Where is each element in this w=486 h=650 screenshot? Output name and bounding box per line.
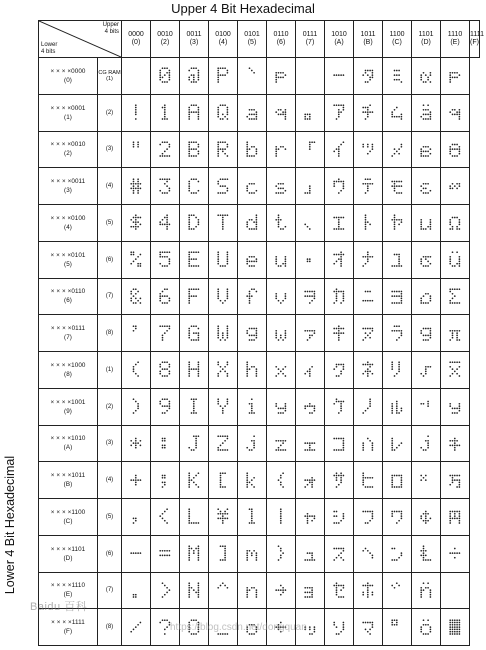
cgram-cell: (6) (98, 241, 122, 278)
glyph-cell (412, 241, 441, 278)
glyph-cell (412, 535, 441, 572)
glyph-cell (354, 388, 383, 425)
glyph-cell (267, 278, 296, 315)
glyph-cell (151, 462, 180, 499)
corner-lower-label: Lower 4 bits (41, 42, 58, 55)
glyph-cell (122, 58, 151, 95)
glyph-cell (180, 425, 209, 462)
glyph-cell (441, 131, 470, 168)
glyph-cell (325, 425, 354, 462)
glyph-cell (296, 572, 325, 609)
glyph-cell (296, 241, 325, 278)
header-row (39, 21, 480, 58)
column-header-0110: 0110 (6) (267, 21, 296, 58)
glyph-cell (354, 462, 383, 499)
glyph-cell (296, 278, 325, 315)
table-row (39, 94, 480, 131)
glyph-cell (238, 462, 267, 499)
glyph-cell (441, 241, 470, 278)
cgram-cell: (2) (98, 94, 122, 131)
glyph-cell (296, 315, 325, 352)
row-header: × × × ×1100 (C) (39, 499, 98, 536)
glyph-cell (122, 462, 151, 499)
glyph-cell (267, 241, 296, 278)
glyph-cell (383, 572, 412, 609)
cgram-cell: (8) (98, 315, 122, 352)
glyph-cell (383, 388, 412, 425)
column-header-1101: 1101 (D) (412, 21, 441, 58)
glyph-cell (441, 58, 470, 95)
column-header-1110: 1110 (E) (441, 21, 470, 58)
chart-title-upper-bits: Upper 4 Bit Hexadecimal (171, 1, 315, 16)
table-row (39, 572, 480, 609)
glyph-cell (296, 462, 325, 499)
glyph-cell (412, 58, 441, 95)
glyph-cell (238, 241, 267, 278)
glyph-cell (180, 131, 209, 168)
glyph-cell (209, 352, 238, 389)
glyph-cell (267, 535, 296, 572)
glyph-cell (441, 425, 470, 462)
glyph-cell (325, 168, 354, 205)
column-header-0000: 0000 (0) (122, 21, 151, 58)
glyph-cell (151, 131, 180, 168)
glyph-cell (122, 205, 151, 242)
glyph-cell (354, 425, 383, 462)
table-row (39, 58, 480, 95)
table-row (39, 131, 480, 168)
glyph-cell (354, 168, 383, 205)
row-header: × × × ×0000 (0) (39, 58, 98, 95)
table-row (39, 499, 480, 536)
glyph-cell (412, 94, 441, 131)
cgram-cell: (7) (98, 572, 122, 609)
glyph-cell (441, 205, 470, 242)
glyph-cell (325, 94, 354, 131)
table-row (39, 205, 480, 242)
glyph-cell (180, 94, 209, 131)
glyph-cell (238, 168, 267, 205)
glyph-cell (238, 315, 267, 352)
glyph-cell (383, 425, 412, 462)
table-row (39, 535, 480, 572)
glyph-cell (267, 425, 296, 462)
glyph-cell (122, 168, 151, 205)
glyph-cell (383, 499, 412, 536)
glyph-cell (209, 278, 238, 315)
table-row (39, 168, 480, 205)
glyph-cell (122, 425, 151, 462)
column-header-1010: 1010 (A) (325, 21, 354, 58)
glyph-cell (209, 425, 238, 462)
glyph-cell (267, 499, 296, 536)
glyph-cell (296, 58, 325, 95)
row-header: × × × ×0011 (3) (39, 168, 98, 205)
glyph-cell (412, 278, 441, 315)
glyph-cell (267, 168, 296, 205)
row-header: × × × ×0100 (4) (39, 205, 98, 242)
glyph-cell (383, 462, 412, 499)
column-header-1111: 1111 (F) (470, 21, 480, 58)
glyph-cell (151, 425, 180, 462)
glyph-cell (354, 535, 383, 572)
glyph-cell (383, 241, 412, 278)
glyph-cell (122, 388, 151, 425)
glyph-cell (267, 388, 296, 425)
glyph-cell (209, 58, 238, 95)
glyph-cell (325, 241, 354, 278)
glyph-cell (412, 572, 441, 609)
table-row (39, 241, 480, 278)
glyph-cell (325, 58, 354, 95)
row-header: × × × ×0111 (7) (39, 315, 98, 352)
glyph-cell (412, 609, 441, 646)
row-header: × × × ×1111 (F) (39, 609, 98, 646)
glyph-cell (441, 315, 470, 352)
cgram-cell: (8) (98, 609, 122, 646)
glyph-cell (267, 572, 296, 609)
glyph-cell (383, 315, 412, 352)
glyph-cell (180, 278, 209, 315)
glyph-cell (209, 168, 238, 205)
glyph-cell (122, 131, 151, 168)
row-header: × × × ×1010 (A) (39, 425, 98, 462)
cgram-cell: (4) (98, 168, 122, 205)
table-row (39, 425, 480, 462)
row-header: × × × ×1000 (8) (39, 352, 98, 389)
glyph-cell (180, 352, 209, 389)
glyph-cell (267, 352, 296, 389)
glyph-cell (441, 609, 470, 646)
glyph-cell (151, 352, 180, 389)
glyph-cell (151, 388, 180, 425)
row-header: × × × ×1110 (E) (39, 572, 98, 609)
glyph-cell (325, 352, 354, 389)
glyph-cell (441, 94, 470, 131)
glyph-cell (180, 241, 209, 278)
glyph-cell (441, 572, 470, 609)
glyph-cell (441, 168, 470, 205)
row-header: × × × ×0001 (1) (39, 94, 98, 131)
glyph-cell (151, 499, 180, 536)
table-row (39, 352, 480, 389)
glyph-cell (209, 315, 238, 352)
glyph-cell (151, 168, 180, 205)
glyph-cell (209, 205, 238, 242)
glyph-cell (325, 205, 354, 242)
glyph-cell (122, 499, 151, 536)
glyph-cell (441, 535, 470, 572)
glyph-cell (412, 315, 441, 352)
glyph-cell (412, 131, 441, 168)
glyph-cell (238, 499, 267, 536)
table-row (39, 388, 480, 425)
column-header-0111: 0111 (7) (296, 21, 325, 58)
glyph-cell (412, 499, 441, 536)
glyph-cell (325, 278, 354, 315)
column-header-1100: 1100 (C) (383, 21, 412, 58)
column-header-0010: 0010 (2) (151, 21, 180, 58)
glyph-cell (180, 535, 209, 572)
glyph-cell (267, 131, 296, 168)
glyph-cell (383, 535, 412, 572)
glyph-cell (151, 241, 180, 278)
cgram-cell: (5) (98, 205, 122, 242)
glyph-cell (122, 609, 151, 646)
glyph-cell (238, 388, 267, 425)
glyph-cell (151, 58, 180, 95)
glyph-cell (325, 462, 354, 499)
glyph-cell (383, 352, 412, 389)
cgram-cell: CG RAM (1) (98, 58, 122, 95)
glyph-cell (296, 168, 325, 205)
row-header: × × × ×0101 (5) (39, 241, 98, 278)
glyph-cell (383, 205, 412, 242)
cgram-cell: (7) (98, 278, 122, 315)
cgram-cell: (4) (98, 462, 122, 499)
glyph-cell (412, 425, 441, 462)
glyph-cell (209, 535, 238, 572)
glyph-cell (122, 535, 151, 572)
glyph-cell (122, 352, 151, 389)
glyph-cell (354, 315, 383, 352)
corner-cell (39, 21, 122, 58)
glyph-cell (238, 535, 267, 572)
chart-title-lower-bits: Lower 4 Bit Hexadecimal (3, 455, 17, 595)
glyph-cell (151, 315, 180, 352)
glyph-cell (296, 388, 325, 425)
glyph-cell (441, 352, 470, 389)
glyph-cell (238, 94, 267, 131)
glyph-cell (325, 572, 354, 609)
glyph-cell (122, 241, 151, 278)
column-header-0100: 0100 (4) (209, 21, 238, 58)
glyph-cell (180, 388, 209, 425)
glyph-cell (325, 499, 354, 536)
glyph-cell (238, 572, 267, 609)
glyph-cell (180, 462, 209, 499)
glyph-cell (383, 278, 412, 315)
glyph-cell (354, 609, 383, 646)
glyph-cell (209, 388, 238, 425)
table-row (39, 315, 480, 352)
watermark-url: https://blog.csdn.net/dongquan (170, 622, 307, 633)
glyph-cell (151, 572, 180, 609)
glyph-cell (122, 278, 151, 315)
glyph-cell (354, 352, 383, 389)
glyph-cell (325, 388, 354, 425)
glyph-cell (180, 572, 209, 609)
glyph-cell (354, 94, 383, 131)
glyph-cell (209, 462, 238, 499)
row-header: × × × ×1011 (B) (39, 462, 98, 499)
glyph-cell (383, 94, 412, 131)
character-rom-table (38, 20, 485, 646)
cgram-cell: (6) (98, 535, 122, 572)
glyph-cell (412, 388, 441, 425)
glyph-cell (354, 499, 383, 536)
glyph-cell (180, 499, 209, 536)
glyph-cell (122, 94, 151, 131)
column-header-0101: 0101 (5) (238, 21, 267, 58)
glyph-cell (209, 241, 238, 278)
glyph-cell (296, 352, 325, 389)
glyph-cell (267, 94, 296, 131)
glyph-cell (441, 462, 470, 499)
row-header: × × × ×0110 (6) (39, 278, 98, 315)
glyph-cell (354, 205, 383, 242)
cgram-cell: (1) (98, 352, 122, 389)
glyph-cell (296, 131, 325, 168)
glyph-cell (209, 499, 238, 536)
glyph-cell (209, 131, 238, 168)
glyph-cell (151, 205, 180, 242)
column-header-1011: 1011 (B) (354, 21, 383, 58)
watermark-baidu: Baidu 百科 (30, 601, 88, 613)
glyph-cell (412, 205, 441, 242)
glyph-cell (296, 425, 325, 462)
glyph-cell (180, 168, 209, 205)
glyph-cell (325, 609, 354, 646)
glyph-cell (296, 94, 325, 131)
glyph-cell (383, 168, 412, 205)
glyph-cell (354, 278, 383, 315)
glyph-cell (151, 94, 180, 131)
glyph-cell (296, 499, 325, 536)
glyph-cell (122, 572, 151, 609)
glyph-cell (267, 205, 296, 242)
row-header: × × × ×1101 (D) (39, 535, 98, 572)
glyph-cell (325, 131, 354, 168)
glyph-cell (412, 168, 441, 205)
glyph-cell (151, 535, 180, 572)
glyph-cell (238, 58, 267, 95)
glyph-cell (354, 572, 383, 609)
row-header: × × × ×1001 (9) (39, 388, 98, 425)
glyph-cell (441, 499, 470, 536)
glyph-cell (354, 58, 383, 95)
glyph-cell (122, 315, 151, 352)
glyph-cell (209, 94, 238, 131)
glyph-cell (238, 352, 267, 389)
corner-upper-label: Upper 4 bits (102, 22, 119, 35)
glyph-cell (383, 58, 412, 95)
glyph-cell (267, 462, 296, 499)
row-header: × × × ×0010 (2) (39, 131, 98, 168)
glyph-cell (267, 58, 296, 95)
glyph-cell (412, 462, 441, 499)
cgram-cell: (2) (98, 388, 122, 425)
glyph-cell (267, 315, 296, 352)
glyph-cell (180, 315, 209, 352)
glyph-cell (180, 205, 209, 242)
glyph-cell (383, 131, 412, 168)
cgram-cell: (3) (98, 131, 122, 168)
glyph-cell (238, 278, 267, 315)
glyph-cell (441, 388, 470, 425)
glyph-cell (325, 535, 354, 572)
glyph-cell (412, 352, 441, 389)
glyph-cell (209, 572, 238, 609)
column-header-0011: 0011 (3) (180, 21, 209, 58)
glyph-cell (180, 58, 209, 95)
table-row (39, 462, 480, 499)
glyph-cell (354, 241, 383, 278)
glyph-cell (238, 131, 267, 168)
glyph-cell (383, 609, 412, 646)
glyph-cell (441, 278, 470, 315)
glyph-cell (238, 425, 267, 462)
glyph-cell (151, 278, 180, 315)
table-row (39, 278, 480, 315)
glyph-cell (325, 315, 354, 352)
cgram-cell: (3) (98, 425, 122, 462)
glyph-cell (354, 131, 383, 168)
glyph-cell (296, 205, 325, 242)
glyph-cell (296, 535, 325, 572)
cgram-cell: (5) (98, 499, 122, 536)
glyph-cell (238, 205, 267, 242)
